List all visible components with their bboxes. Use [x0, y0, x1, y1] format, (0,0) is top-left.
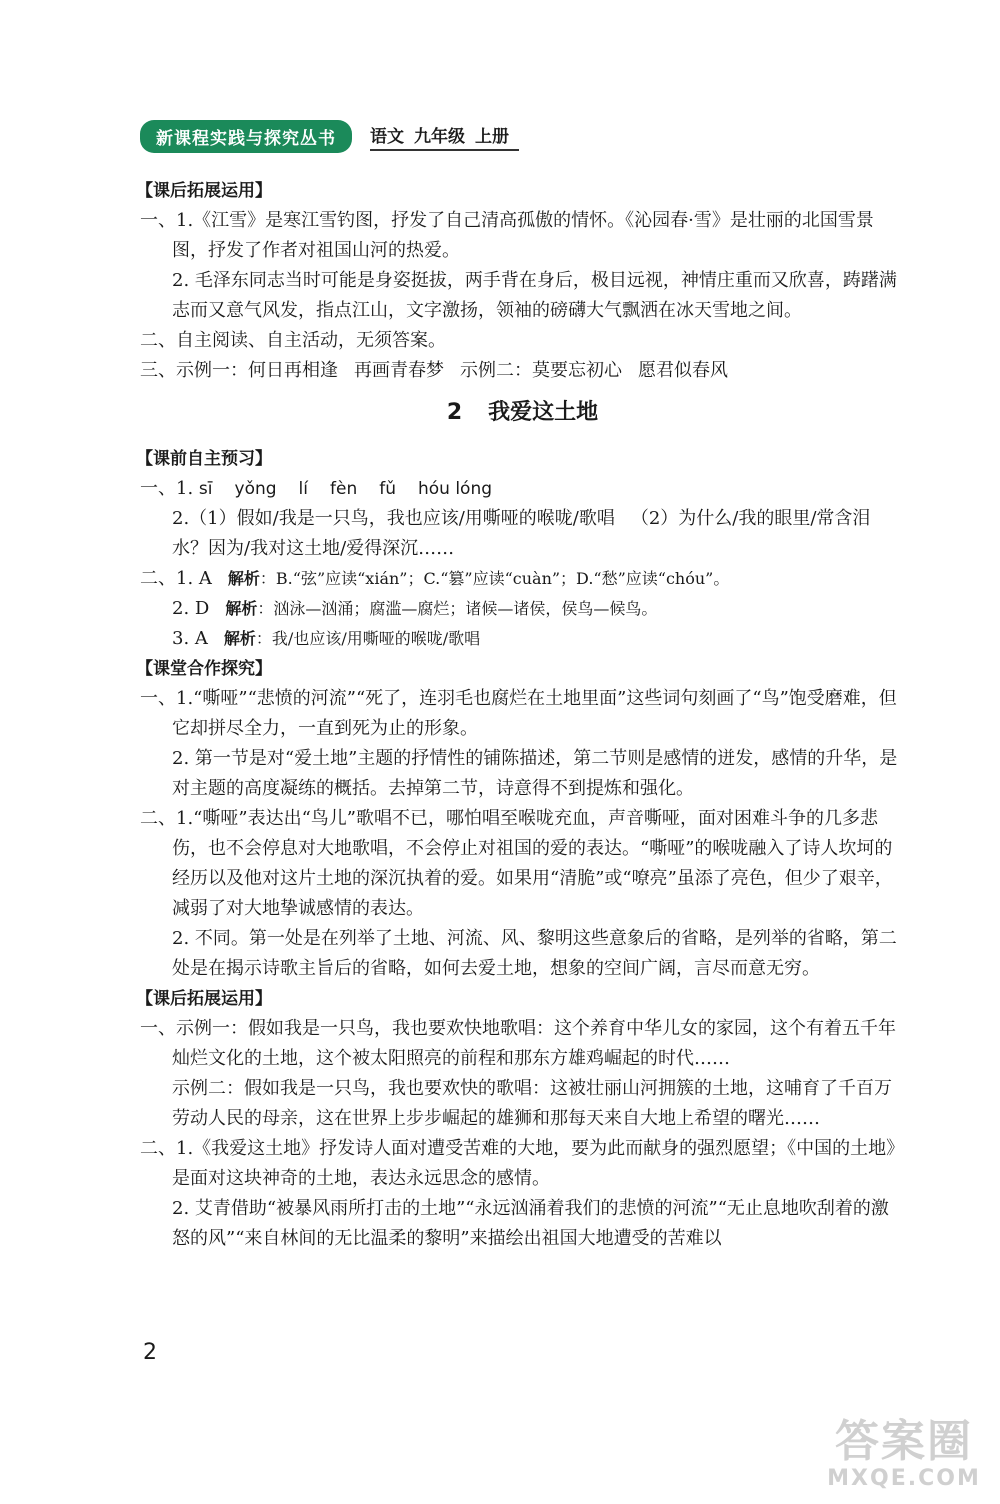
answer-paragraph — [140, 474, 905, 504]
analysis-text: ：我/也应该/用嘶哑的喉咙/歌唱 — [255, 629, 481, 648]
volume-label: 上册 — [475, 126, 509, 147]
answer-paragraph — [140, 594, 905, 624]
section-heading-after-class-2: 【课后拓展运用】 — [136, 989, 272, 1009]
pinyin-item: fǔ — [379, 479, 396, 499]
analysis-label: 解析 — [223, 629, 256, 648]
answer-paragraph: 二、1.《我爱这土地》抒发诗人面对遭受苦难的大地，要为此而献身的强烈愿望；《中国的土地》是面对这块神奇的土地，表达永远思念的感情。 — [140, 1138, 905, 1189]
pinyin-list — [199, 479, 514, 499]
answer-paragraph: 示例二：假如我是一只鸟，我也要欢快的歌唱：这被壮丽山河拥簇的土地，这哺育了千百万劳动人民的母亲，这在世界上步步崛起的雄狮和那每天来自大地上希望的曙光…… — [172, 1078, 892, 1129]
answer-text: 2.（1）假如/我是一只鸟，我也应该/用嘶哑的喉咙/歌唱 — [172, 508, 615, 529]
question-prefix: 3. A — [172, 628, 208, 649]
answer-paragraph: 2. 艾青借助“被暴风雨所打击的土地”“永远汹涌着我们的悲愤的河流”“无止息地吹刮着的激怒的风”“来自林间的无比温柔的黎明”来描绘出祖国大地遭受的苦难以 — [172, 1198, 889, 1249]
series-badge: 新课程实践与探究丛书 — [140, 120, 352, 153]
answer-paragraph — [140, 504, 905, 564]
example-text: 示例二：莫要忘初心 — [460, 360, 622, 381]
analysis-label: 解析 — [225, 599, 258, 618]
answer-paragraph — [140, 564, 905, 594]
section-heading-classroom: 【课堂合作探究】 — [136, 659, 272, 679]
lesson-name: 我爱这土地 — [488, 400, 599, 425]
answer-paragraph: 一、示例一：假如我是一只鸟，我也要欢快地歌唱：这个养育中华儿女的家园，这个有着五千年灿烂文化的土地，这个被太阳照亮的前程和那东方雄鸡崛起的时代…… — [140, 1018, 896, 1069]
answer-paragraph: 2. 毛泽东同志当时可能是身姿挺拔，两手背在身后，极目远视，神情庄重而又欣喜，踌躇满志而又意气风发，指点江山，文字激扬，领袖的磅礴大气飘洒在冰天雪地之间。 — [172, 270, 897, 321]
analysis-text: ：B.“弦”应读“xián”；C.“篡”应读“cuàn”；D.“愁”应读“chóu”。 — [259, 569, 730, 588]
lesson-number: 2 — [446, 400, 463, 425]
page-content — [136, 176, 905, 1254]
answer-paragraph: 一、1.《江雪》是寒江雪钓图，抒发了自己清高孤傲的情怀。《沁园春·雪》是壮丽的北国雪景图，抒发了作者对祖国山河的热爱。 — [140, 210, 874, 261]
question-prefix: 2. D — [172, 598, 210, 619]
pinyin-item: lí — [298, 479, 308, 499]
watermark-title: 答案圈 — [835, 1416, 973, 1467]
answer-paragraph: 2. 不同。第一处是在列举了土地、河流、风、黎明这些意象后的省略，是列举的省略，第二处是在揭示诗歌主旨后的省略，如何去爱土地，想象的空间广阔，言尽而意无穷。 — [172, 928, 897, 979]
pinyin-item: hóu lóng — [417, 479, 493, 499]
example-text: 三、示例一：何日再相逢 — [140, 360, 338, 381]
page-number: 2 — [143, 1340, 157, 1365]
section-heading-preview: 【课前自主预习】 — [136, 449, 272, 469]
analysis-text: ：汹泳—汹涌；腐滥—腐烂；诸候—诸侯，侯鸟—候鸟。 — [257, 599, 658, 618]
grade-label: 九年级 — [414, 126, 465, 147]
pinyin-item: yǒng — [234, 479, 277, 499]
answer-text: （2）为什么/我的眼里/常含泪水？因为/我对这土地/爱得深沉…… — [172, 508, 871, 559]
watermark-logo — [818, 1418, 990, 1492]
pinyin-item: sī — [198, 479, 213, 499]
question-prefix: 二、1. A — [140, 568, 212, 589]
subject-label: 语文 — [370, 126, 404, 147]
example-text: 愿君似春风 — [638, 360, 728, 381]
question-prefix: 一、1. — [140, 478, 194, 499]
section-heading-after-class-1: 【课后拓展运用】 — [136, 181, 272, 201]
analysis-label: 解析 — [227, 569, 260, 588]
lesson-title — [140, 388, 905, 438]
example-text: 再画青春梦 — [354, 360, 444, 381]
answer-paragraph: 二、自主阅读、自主活动，无须答案。 — [140, 330, 446, 351]
answer-paragraph: 一、1.“嘶哑”“悲愤的河流”“死了，连羽毛也腐烂在土地里面”这些词句刻画了“鸟”饱受磨难，但它却拼尽全力，一直到死为止的形象。 — [140, 688, 897, 739]
answer-paragraph — [140, 356, 905, 386]
pinyin-item: fèn — [330, 479, 358, 499]
book-info — [370, 122, 519, 151]
answer-paragraph: 二、1.“嘶哑”表达出“鸟儿”歌唱不已，哪怕唱至喉咙充血，声音嘶哑，面对困难斗争的几多悲伤，也不会停息对大地歌唱，不会停止对祖国的爱的表达。“嘶哑”的喉咙融入了诗人坎坷的经历以及他对这片土地的深沉执着的爱。如果用“清脆”或“嘹亮”虽添了亮色，但少了艰辛，减弱了对大地挚诚感情的表达。 — [140, 808, 893, 919]
watermark-url: MXQE.COM — [827, 1466, 981, 1491]
answer-paragraph: 2. 第一节是对“爱土地”主题的抒情性的铺陈描述，第二节则是感情的迸发，感情的升华，是对主题的高度凝练的概括。去掉第二节，诗意得不到提炼和强化。 — [172, 748, 898, 799]
answer-paragraph — [140, 624, 905, 654]
page-header — [140, 120, 519, 152]
